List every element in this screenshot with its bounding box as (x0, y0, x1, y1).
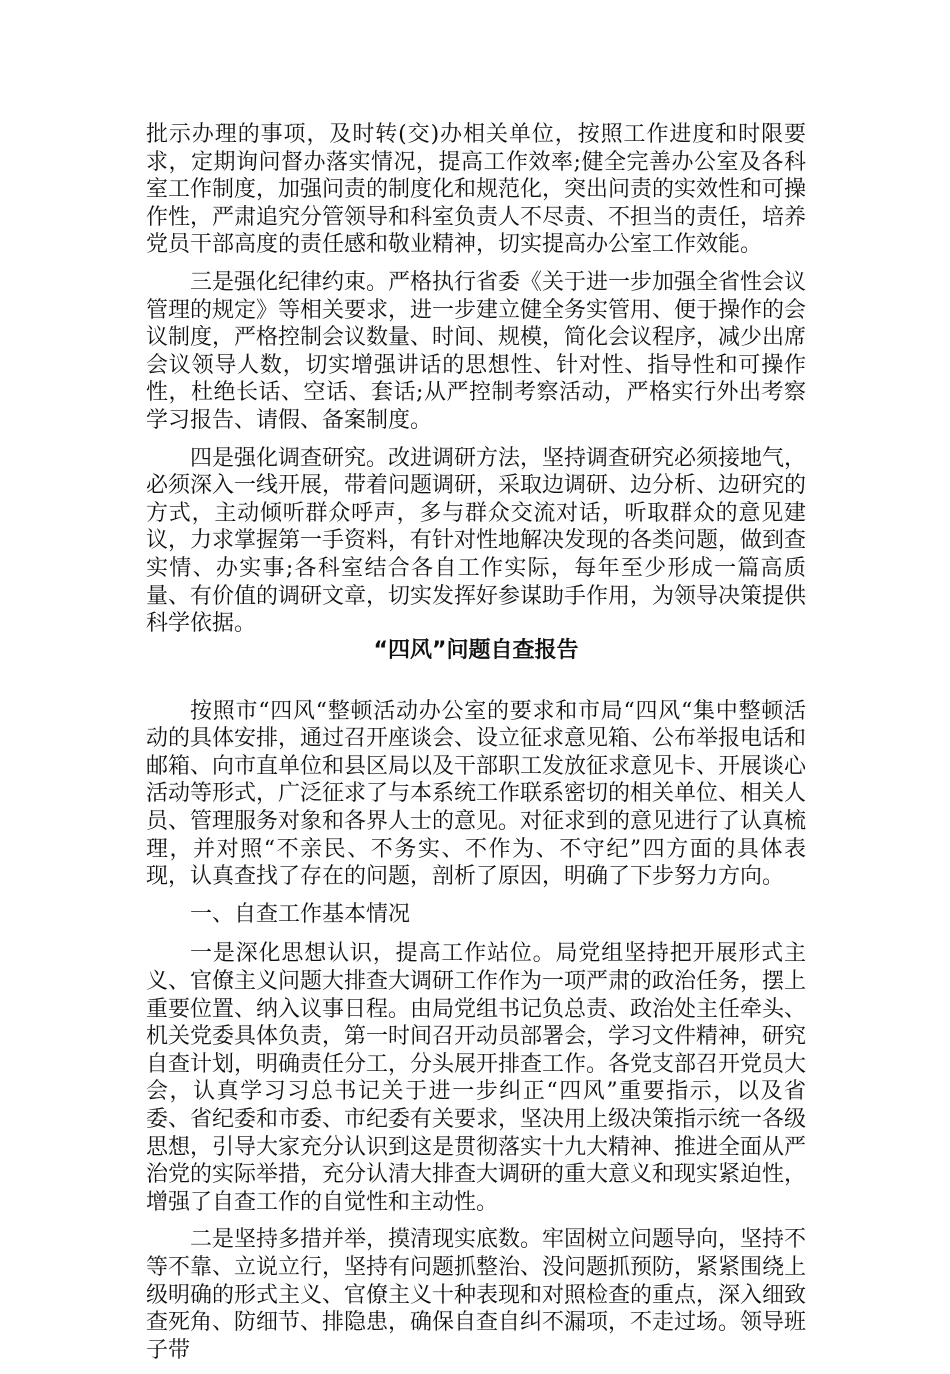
intro-paragraph: 按照市“四风“整顿活动办公室的要求和市局“四风“集中整顿活动的具体安排，通过召开座谈会、设立征求意见箱、公布举报电话和邮箱、向市直单位和县区局以及干部职工发放征求意见卡、开展谈心活动等形式，广泛征求了与本系统工作联系密切的相关单位、相关人员、管理服务对象和各界人士的意见。对征求到的意见进行了认真梳理，并对照“不亲民、不务实、不作为、不守纪”四方面的具体表现，认真查找了存在的问题，剖析了原因，明确了下步努力方向。 (146, 698, 807, 890)
continuation-paragraph: 批示办理的事项，及时转(交)办相关单位，按照工作进度和时限要求，定期询问督办落实情况，提高工作效率;健全完善办公室及各科室工作制度，加强问责的制度化和规范化，突出问责的实效性和可操作性，严肃追究分管领导和科室负责人不尽责、不担当的责任，培养党员干部高度的责任感和敬业精神，切实提高办公室工作效能。 (146, 122, 807, 258)
paragraph-discipline: 三是强化纪律约束。严格执行省委《关于进一步加强全省性会议管理的规定》等相关要求，进一步建立健全务实管用、便于操作的会议制度，严格控制会议数量、时间、规模，简化会议程序，减少出席会议领导人数，切实增强讲话的思想性、针对性、指导性和可操作性，杜绝长话、空话、套话;从严控制考察活动，严格实行外出考察学习报告、请假、备案制度。 (146, 269, 807, 433)
paragraph-thinking: 一是深化思想认识，提高工作站位。局党组坚持把开展形式主义、官僚主义问题大排查大调研工作作为一项严肃的政治任务，摆上重要位置、纳入议事日程。由局党组书记负总责、政治处主任牵头、机关党委具体负责，第一时间召开动员部署会，学习文件精神，研究自查计划，明确责任分工，分头展开排查工作。各党支部召开党员大会，认真学习习总书记关于进一步纠正“四风”重要指示，以及省委、省纪委和市委、市纪委有关要求，坚决用上级决策指示统一各级思想，引导大家充分认识到这是贯彻落实十九大精神、推进全面从严治党的实际举措，充分认清大排查大调研的重大意义和现实紧迫性，增强了自查工作的自觉性和主动性。 (146, 941, 807, 1215)
document-page (146, 121, 806, 1374)
paragraph-measures: 二是坚持多措并举，摸清现实底数。牢固树立问题导向，坚持不等不靠、立说立行，坚持有问题抓整治、没问题抓预防，紧紧围绕上级明确的形式主义、官僚主义十种表现和对照检查的重点，深入细致查死角、防细节、排隐患，确保自查自纠不漏项，不走过场。领导班子带 (146, 1227, 807, 1363)
section-heading: 一、自查工作基本情况 (190, 901, 411, 927)
report-title: “四风”问题自查报告 (373, 637, 579, 663)
paragraph-research: 四是强化调查研究。改进调研方法，坚持调查研究必须接地气，必须深入一线开展，带着问题调研，采取边调研、边分析、边研究的方式，主动倾听群众呼声，多与群众交流对话，听取群众的意见建议，力求掌握第一手资料，有针对性地解决发现的各类问题，做到查实情、办实事;各科室结合各自工作实际，每年至少形成一篇高质量、有价值的调研文章，切实发挥好参谋助手作用，为领导决策提供科学依据。 (146, 445, 807, 637)
